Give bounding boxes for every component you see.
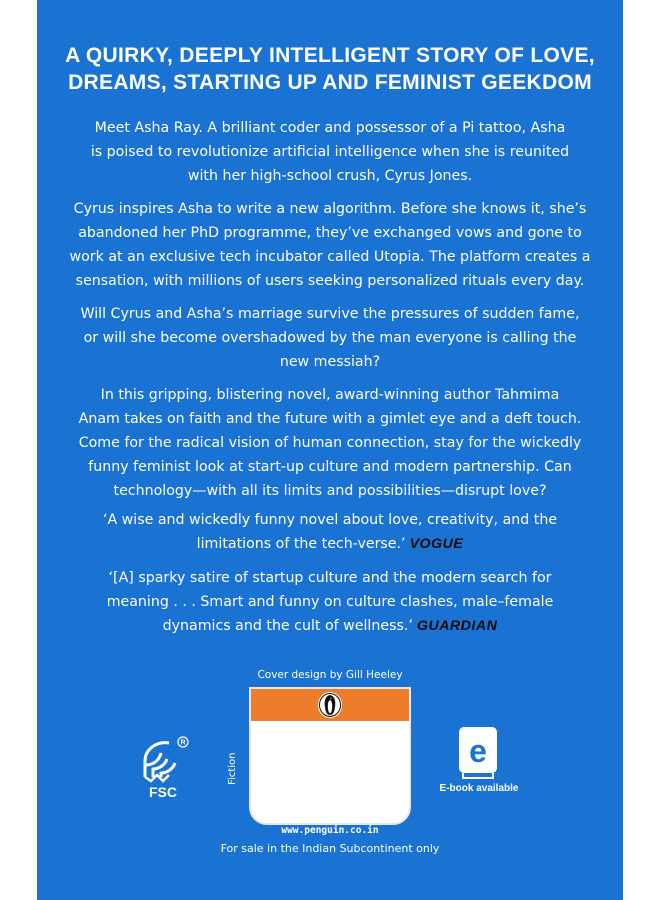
blurb-paragraph: [37, 116, 623, 188]
blurb-line: Cyrus inspires Asha to write a new algorithm. Before she knows it, she’s: [73, 201, 587, 217]
blurb-line: Anam takes on faith and the future with a gimlet eye and a deft touch.: [78, 411, 582, 427]
blurb-line: Meet Asha Ray. A brilliant coder and possessor of a Pi tattoo, Asha: [94, 120, 566, 136]
sale-note: For sale in the Indian Subcontinent only: [220, 842, 440, 855]
fsc-logo-icon: [135, 735, 191, 799]
category-label: Fiction: [227, 752, 238, 785]
penguin-logo-panel: [249, 687, 411, 825]
back-cover: [37, 0, 623, 900]
blurb-line: or will she become overshadowed by the man everyone is calling the: [83, 330, 577, 346]
headline-line: A QUIRKY, DEEPLY INTELLIGENT STORY OF LOVE,: [65, 44, 595, 67]
publisher-url: www.penguin.co.in: [281, 825, 379, 836]
ebook-icon: [457, 725, 499, 780]
blurb-line: funny feminist look at start-up culture and modern partnership. Can: [88, 459, 572, 475]
blurb-line: In this gripping, blistering novel, award-winning author Tahmima: [100, 387, 560, 403]
quote-source-guardian: GUARDIAN: [416, 618, 498, 634]
svg-text:R: R: [180, 739, 186, 747]
blurb-line: abandoned her PhD programme, they’ve exchanged vows and gone to: [78, 225, 582, 241]
fsc-label: FSC: [149, 784, 177, 799]
blurb: [37, 116, 623, 512]
quote-source-vogue: VOGUE: [409, 536, 464, 552]
blurb-line: sensation, with millions of users seeking personalized rituals every day.: [75, 273, 585, 289]
blurb-line: work at an exclusive tech incubator called Utopia. The platform creates a: [69, 249, 591, 265]
review-quote-vogue: [37, 508, 623, 556]
quote-line-with-source: [37, 614, 623, 638]
ebook-letter: e: [469, 733, 487, 769]
penguin-orange-band: [251, 689, 409, 721]
ebook-label: E-book available: [439, 783, 519, 794]
quote-line-with-source: [37, 532, 623, 556]
quote-line: ‘A wise and wickedly funny novel about love, creativity, and the: [102, 512, 558, 528]
blurb-paragraph: [37, 302, 623, 374]
headline: [37, 42, 623, 96]
blurb-line: with her high-school crush, Cyrus Jones.: [187, 168, 473, 184]
quote-line: dynamics and the cult of wellness.’: [162, 618, 413, 634]
blurb-line: technology—with all its limits and possibilities—disrupt love?: [113, 483, 547, 499]
quote-line: limitations of the tech-verse.’: [196, 536, 406, 552]
blurb-line: Will Cyrus and Asha’s marriage survive the pressures of sudden fame,: [80, 306, 580, 322]
blurb-line: is poised to revolutionize artificial intelligence when she is reunited: [90, 144, 570, 160]
penguin-icon: [317, 691, 343, 719]
quote-line: ‘[A] sparky satire of startup culture and the modern search for: [108, 570, 552, 586]
headline-line: DREAMS, STARTING UP AND FEMINIST GEEKDOM: [68, 71, 592, 94]
cover-design-credit: Cover design by Gill Heeley: [257, 669, 403, 681]
quote-line: meaning . . . Smart and funny on culture clashes, male–female: [106, 594, 554, 610]
blurb-paragraph: [37, 197, 623, 293]
blurb-line: Come for the radical vision of human connection, stay for the wickedly: [78, 435, 582, 451]
blurb-line: new messiah?: [279, 354, 381, 370]
review-quote-guardian: [37, 566, 623, 638]
review-quotes: [37, 508, 623, 648]
blurb-paragraph: [37, 383, 623, 503]
